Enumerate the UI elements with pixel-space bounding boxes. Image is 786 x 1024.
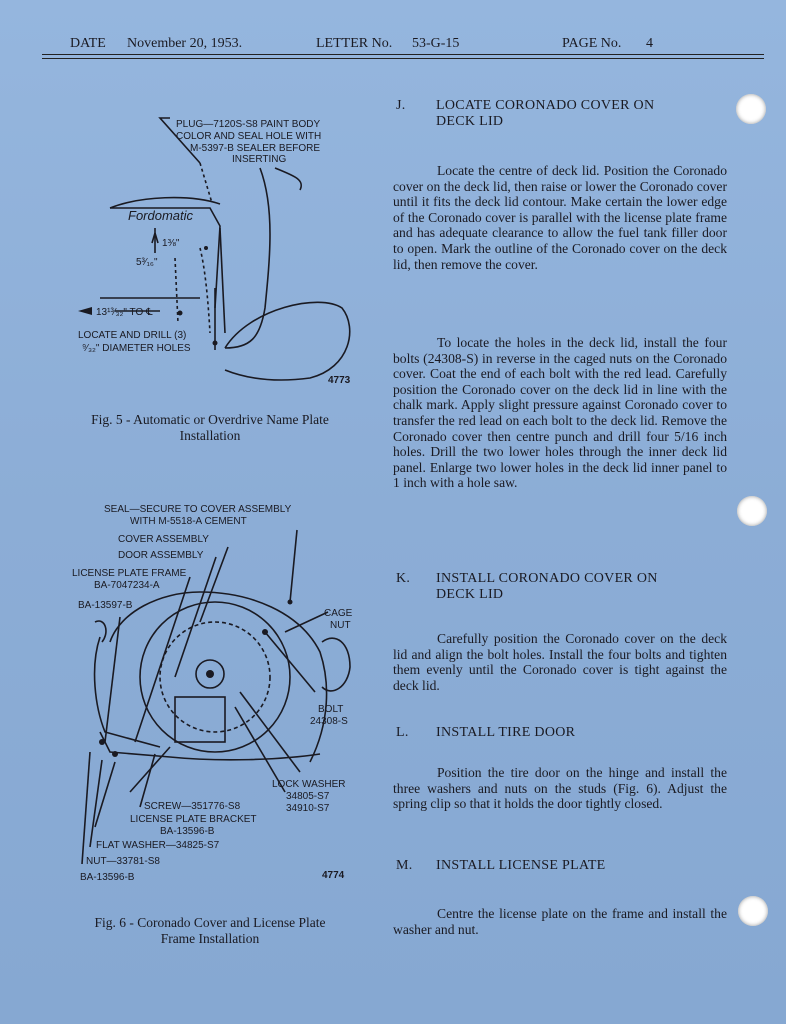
section-j-key: J.: [396, 98, 406, 113]
fig5-callout-line4: INSERTING: [232, 154, 287, 165]
section-k-paragraph-1: Carefully position the Coronado cover on the deck lid and align the bolt holes. Install the four bolts and tighten them evenly until the Coronado cover is tight against the deck lid.: [393, 631, 727, 693]
fig6-cage-line2: NUT: [330, 620, 351, 631]
fig5-dim-b: 5³⁄₁₆": [136, 257, 158, 268]
page-header: [70, 36, 760, 56]
fig5-number: 4773: [328, 375, 351, 386]
fig5-locate-line1: LOCATE AND DRILL (3): [78, 330, 187, 341]
page-label: PAGE No.: [562, 36, 622, 51]
fig6-flat-washer: FLAT WASHER—34825-S7: [96, 840, 220, 851]
binder-hole-icon: [736, 94, 766, 124]
section-l-heading: [396, 725, 575, 741]
section-j-title-line1: LOCATE CORONADO COVER ON: [436, 98, 655, 113]
fordomatic-emblem: Fordomatic: [128, 208, 194, 223]
figure-6-caption-line2: Frame Installation: [160, 931, 260, 946]
section-m-title: INSTALL LICENSE PLATE: [436, 858, 606, 873]
fig5-dim-c: 13¹³⁄₃₂" TO ℄: [96, 307, 153, 318]
page-number: 4: [646, 36, 653, 51]
fig6-cover-assembly: COVER ASSEMBLY: [118, 534, 209, 545]
fig6-lpf-line2: BA-7047234-A: [94, 580, 160, 591]
section-m-heading: [396, 858, 606, 874]
section-l-key: L.: [396, 725, 409, 740]
figure-6-caption: [40, 915, 380, 947]
header-rule: [42, 54, 764, 55]
fig6-lpb-line1: LICENSE PLATE BRACKET: [130, 814, 257, 825]
date-value: November 20, 1953.: [127, 36, 243, 51]
section-j-paragraph-2: To locate the holes in the deck lid, install the four bolts (24308-S) in reverse in the caged nuts on the Coronado cover. Coat the end of each bolt with the red lead. Carefully position the Coronado cover on the deck lid in line with the chalk mark. Apply slight pressure against Coronado cover to transfer the red lead on each bolt to the deck lid. Remove the Coronado cover then centre punch and drill four 5/16 inch holes. Drill the two lower holes through the inner deck lid panel. Enlarge two lower holes in the deck lid inner panel to 1 inch with a hole saw.: [393, 335, 727, 491]
fig5-locate-line2: ⁹⁄₃₂" DIAMETER HOLES: [82, 343, 191, 354]
fig6-bolt-line1: BOLT: [318, 704, 344, 715]
fig6-nut: NUT—33781-S8: [86, 856, 160, 867]
section-j-paragraph-1: Locate the centre of deck lid. Position the Coronado cover on the deck lid, then raise or lower the Coronado cover until it fits the deck lid contour. Make certain the lower edge of the Coronado cover is parallel with the license plate frame and has adequate clearance to allow the fuel tank filler door to open. Mark the outline of the Coronado cover on the deck lid, then remove the cover.: [393, 163, 727, 272]
binder-hole-icon: [737, 496, 767, 526]
fig5-dim-a: 1⅜": [162, 238, 180, 249]
figure-6-caption-line1: Fig. 6 - Coronado Cover and License Plate: [94, 915, 326, 930]
section-k-title-line1: INSTALL CORONADO COVER ON: [436, 571, 658, 586]
fig6-number: 4774: [322, 870, 345, 881]
fig6-door-assembly: DOOR ASSEMBLY: [118, 550, 204, 561]
figure-5-caption-line1: Fig. 5 - Automatic or Overdrive Name Plate: [91, 412, 329, 427]
fig6-seal-line2: WITH M-5518-A CEMENT: [130, 516, 247, 527]
letter-value: 53-G-15: [412, 36, 460, 51]
section-m-paragraph-1: Centre the license plate on the frame and install the washer and nut.: [393, 906, 727, 937]
header-rule-thin: [42, 58, 764, 59]
fig6-lockwasher-line1: LOCK WASHER: [272, 779, 346, 790]
fig6-cage-line1: CAGE: [324, 608, 353, 619]
fig6-lockwasher-line2: 34805-S7: [286, 791, 330, 802]
fig5-callout-line1: PLUG—7120S-S8 PAINT BODY: [176, 119, 321, 130]
letter-label: LETTER No.: [316, 36, 393, 51]
fig6-lockwasher-line3: 34910-S7: [286, 803, 330, 814]
section-l-paragraph-1: Position the tire door on the hinge and install the three washers and nuts on the studs (Fig. 6). Adjust the spring clip so that it holds the door tightly closed.: [393, 765, 727, 812]
section-l-title: INSTALL TIRE DOOR: [436, 725, 576, 740]
section-j-heading: [396, 98, 654, 114]
fig6-screw: SCREW—351776-S8: [144, 801, 241, 812]
figure-5-caption-line2: Installation: [179, 428, 241, 443]
fig6-bolt-line2: 24308-S: [310, 716, 348, 727]
section-j-title-line2: DECK LID: [436, 114, 504, 129]
fig6-ba13596: BA-13596-B: [80, 872, 135, 883]
fig6-lpb-line2: BA-13596-B: [160, 826, 215, 837]
fig5-callout-line2: COLOR AND SEAL HOLE WITH: [176, 131, 322, 142]
fig5-callout-line3: M-5397-B SEALER BEFORE: [190, 143, 321, 154]
fig6-ba13597: BA-13597-B: [78, 600, 133, 611]
figure-6-illustration: [60, 492, 380, 892]
section-k-heading: [396, 571, 658, 587]
figure-5-caption: [40, 412, 380, 444]
section-k-title-line2: DECK LID: [436, 587, 504, 602]
figure-5-illustration: [60, 108, 380, 388]
binder-hole-icon: [738, 896, 768, 926]
section-m-key: M.: [396, 858, 413, 873]
date-label: DATE: [70, 36, 106, 51]
section-k-key: K.: [396, 571, 411, 586]
fig6-seal-line1: SEAL—SECURE TO COVER ASSEMBLY: [104, 504, 292, 515]
fig6-lpf-line1: LICENSE PLATE FRAME: [72, 568, 187, 579]
